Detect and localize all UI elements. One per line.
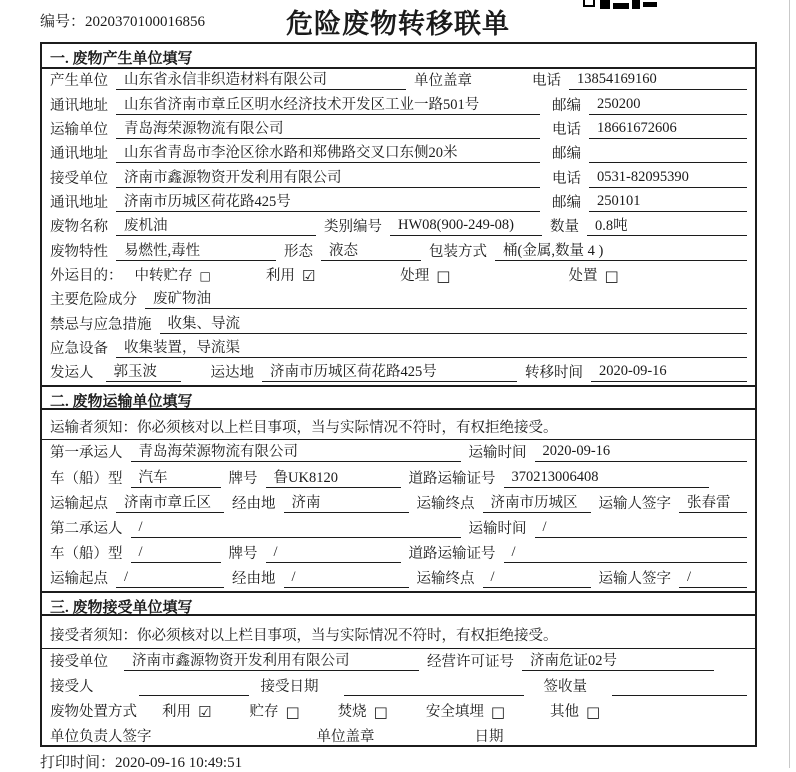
form-row-transporter-address	[42, 142, 755, 166]
form-row-emergency-equipment	[42, 337, 755, 361]
address-label: 通讯地址	[50, 146, 108, 163]
producer-zip-value: 250200	[589, 96, 747, 115]
category-label: 类别编号	[324, 219, 382, 236]
serial-value: 2020370100016856	[85, 14, 206, 30]
disposal-option-landfill	[426, 700, 505, 721]
qr-block	[643, 2, 657, 7]
option-label: 利用	[162, 704, 191, 721]
option-label: 贮存	[249, 704, 279, 721]
form-row-carrier1	[42, 440, 755, 465]
transport-time-label: 运输时间	[468, 521, 527, 538]
disposal-option-other	[550, 700, 600, 721]
option-label: 中转贮存	[134, 267, 193, 284]
disposal-option-store	[249, 700, 299, 721]
acceptor-value	[139, 677, 249, 696]
accept-unit-value: 济南市鑫源物资开发利用有限公司	[124, 649, 419, 671]
form-row-disposal	[42, 699, 755, 724]
section3-notice: 接受者须知：你必须核对以上栏目事项，当与实际情况不符时，有权拒绝接受。	[42, 616, 755, 649]
checkbox-checked-icon: ☑	[198, 703, 212, 722]
equipment-value: 收集装置，导流渠	[116, 336, 747, 358]
endpoint2-value: /	[483, 569, 591, 588]
checkbox-icon: □	[436, 266, 451, 285]
form-row-hazard	[42, 288, 755, 312]
form-state-label: 形态	[284, 243, 313, 260]
section2-notice: 运输者须知：你必须核对以上栏目事项，当与实际情况不符时，有权拒绝接受。	[42, 410, 755, 440]
phone-label: 电话	[552, 170, 581, 187]
manifest-form	[40, 42, 757, 747]
carrier2-value: /	[131, 519, 461, 538]
receiver-label: 接受单位	[50, 170, 108, 187]
purpose-option-dispose	[568, 264, 618, 285]
option-label: 处置	[568, 267, 598, 284]
hazard-value: 废矿物油	[145, 287, 747, 309]
waste-name-value: 废机油	[116, 214, 316, 236]
accept-unit-label: 接受单位	[50, 654, 108, 671]
packing-label: 包装方式	[429, 243, 487, 260]
carrier-sign-label: 运输人签字	[598, 571, 671, 588]
carrier1-value: 青岛海荣源物流有限公司	[131, 440, 461, 462]
hazard-label: 主要危险成分	[50, 292, 137, 309]
disposal-label: 废物处置方式	[50, 704, 137, 721]
page-title: 危险废物转移联单	[286, 9, 510, 39]
acceptor-label: 接受人	[50, 679, 94, 696]
print-time-value: 2020-09-16 10:49:51	[115, 755, 243, 771]
disposal-option-incinerate	[338, 700, 388, 721]
receiver-address-value: 济南市历城区荷花路425号	[116, 190, 540, 212]
carrier-sign-label: 运输人签字	[598, 495, 671, 512]
accept-date-value	[344, 677, 524, 696]
via-label: 经由地	[232, 495, 276, 512]
purpose-option-treat	[400, 264, 450, 285]
address-label: 通讯地址	[50, 97, 108, 114]
via1-value: 济南	[284, 491, 409, 513]
checkbox-icon: □	[285, 703, 300, 722]
print-time-label: 打印时间：	[40, 755, 116, 771]
character-label: 废物特性	[50, 243, 108, 260]
purpose-label: 外运目的：	[50, 267, 123, 284]
form-row-vehicle1	[42, 465, 755, 490]
option-label: 其他	[550, 704, 580, 721]
form-row-carrier2	[42, 516, 755, 541]
plate-label: 牌号	[228, 546, 258, 563]
transport-time-label: 运输时间	[468, 445, 527, 462]
transporter-phone-value: 18661672606	[589, 120, 747, 139]
unit-seal-label: 单位盖章	[316, 729, 375, 746]
transport-time1-value: 2020-09-16	[535, 443, 748, 462]
form-row-transporter	[42, 118, 755, 142]
head-sign-label: 单位负责人签字	[50, 729, 152, 746]
section2-header: 二. 废物运输单位填写	[42, 385, 755, 410]
checkbox-icon: □	[604, 266, 619, 285]
checkbox-icon: □	[490, 703, 506, 722]
road-permit-label: 道路运输证号	[408, 470, 496, 487]
form-row-receiver	[42, 166, 755, 190]
form-row-acceptor	[42, 674, 755, 699]
transporter-label: 运输单位	[50, 121, 108, 138]
quantity-value: 0.8吨	[587, 214, 747, 236]
form-row-head-sign	[42, 724, 755, 749]
transporter-value: 青岛海荣源物流有限公司	[116, 117, 540, 139]
purpose-option-utilize	[266, 264, 315, 285]
form-state-value: 液态	[321, 239, 421, 261]
road-permit2-value: /	[504, 544, 748, 563]
qr-block	[632, 0, 640, 9]
checkbox-icon: □	[199, 268, 211, 283]
checkbox-icon: □	[373, 703, 388, 722]
print-time-line	[40, 751, 242, 772]
phone-label: 电话	[532, 73, 561, 90]
checkbox-checked-icon: ☑	[301, 266, 316, 285]
carrier1-label: 第一承运人	[50, 445, 123, 462]
vehicle-type1-value: 汽车	[131, 466, 221, 488]
date-value	[524, 727, 748, 746]
producer-address-value: 山东省济南市章丘区明水经济技术开发区工业一路501号	[116, 93, 540, 115]
road-permit-label: 道路运输证号	[408, 546, 496, 563]
taboo-value: 收集、导流	[160, 312, 748, 334]
accept-date-label: 接受日期	[260, 679, 319, 696]
consignor-value: 郭玉波	[106, 360, 181, 382]
form-row-producer	[42, 69, 755, 93]
received-qty-label: 签收量	[543, 679, 587, 696]
via-label: 经由地	[232, 571, 276, 588]
transporter-address-value: 山东省青岛市李沧区徐水路和郑佛路交叉口东侧20米	[116, 141, 540, 163]
origin2-value: /	[116, 569, 224, 588]
license-label: 经营许可证号	[427, 654, 514, 671]
disposal-option-utilize	[162, 700, 211, 721]
form-row-purpose	[42, 264, 755, 288]
via2-value: /	[284, 569, 409, 588]
option-label: 处理	[400, 267, 430, 284]
date-label: 日期	[474, 729, 504, 746]
form-row-route2	[42, 566, 755, 591]
producer-phone-value: 13854169160	[569, 71, 747, 90]
address-label: 通讯地址	[50, 194, 108, 211]
producer-label: 产生单位	[50, 73, 108, 90]
qr-code-fragment	[583, 0, 661, 9]
license-value: 济南危证02号	[522, 649, 714, 671]
option-label: 安全填埋	[425, 704, 484, 721]
producer-value: 山东省永信非织造材料有限公司	[116, 68, 406, 90]
destination-value: 济南市历城区荷花路425号	[262, 360, 517, 382]
transfer-time-label: 转移时间	[525, 365, 583, 382]
transporter-zip-value	[589, 144, 747, 163]
vehicle-type-label: 车（船）型	[50, 546, 123, 563]
zip-label: 邮编	[552, 97, 581, 114]
qr-block	[600, 0, 610, 9]
form-row-waste-character	[42, 239, 755, 263]
carrier2-label: 第二承运人	[50, 521, 123, 538]
endpoint1-value: 济南市历城区	[483, 491, 591, 513]
zip-label: 邮编	[552, 146, 581, 163]
transfer-time-value: 2020-09-16	[591, 363, 747, 382]
origin-label: 运输起点	[50, 571, 108, 588]
option-label: 利用	[265, 267, 295, 284]
plate1-value: 鲁UK8120	[266, 466, 401, 488]
plate-label: 牌号	[228, 470, 258, 487]
plate2-value: /	[266, 544, 401, 563]
option-label: 焚烧	[337, 704, 367, 721]
transport-time2-value: /	[535, 519, 748, 538]
form-row-consignor	[42, 361, 755, 385]
endpoint-label: 运输终点	[416, 495, 475, 512]
waste-name-label: 废物名称	[50, 219, 108, 236]
checkbox-icon: □	[586, 703, 601, 722]
receiver-zip-value: 250101	[589, 193, 747, 212]
unit-seal-label: 单位盖章	[414, 73, 472, 90]
road-permit1-value: 370213006408	[504, 469, 709, 488]
form-row-receiver-address	[42, 191, 755, 215]
carrier-sign2-value: /	[679, 569, 747, 588]
section1-header: 一. 废物产生单位填写	[42, 44, 755, 69]
form-row-taboo	[42, 312, 755, 336]
carrier-sign1-value: 张春雷	[679, 491, 747, 513]
serial-label: 编号：	[40, 14, 86, 30]
category-value: HW08(900-249-08)	[390, 217, 542, 236]
receiver-value: 济南市鑫源物资开发利用有限公司	[116, 166, 540, 188]
origin1-value: 济南市章丘区	[116, 491, 224, 513]
section3-header: 三. 废物接受单位填写	[42, 591, 755, 616]
form-row-vehicle2	[42, 541, 755, 566]
receiver-phone-value: 0531-82095390	[589, 169, 747, 188]
vehicle-type-label: 车（船）型	[50, 470, 123, 487]
origin-label: 运输起点	[50, 495, 108, 512]
packing-value: 桶(金属,数量 4 )	[495, 239, 747, 261]
form-row-route1	[42, 491, 755, 516]
received-qty-value	[612, 677, 747, 696]
phone-label: 电话	[552, 121, 581, 138]
quantity-label: 数量	[550, 219, 579, 236]
purpose-option-transfer-storage	[135, 264, 211, 285]
scan-page-edge	[789, 0, 790, 768]
form-row-accept-unit	[42, 649, 755, 674]
equipment-label: 应急设备	[50, 340, 108, 357]
form-row-producer-address	[42, 93, 755, 117]
form-row-waste-name	[42, 215, 755, 239]
vehicle-type2-value: /	[131, 544, 221, 563]
qr-square-glyph	[583, 0, 595, 7]
destination-label: 运达地	[210, 365, 254, 382]
consignor-label: 发运人	[50, 365, 94, 382]
head-sign-value	[182, 727, 297, 746]
endpoint-label: 运输终点	[416, 571, 475, 588]
taboo-label: 禁忌与应急措施	[50, 316, 152, 333]
zip-label: 邮编	[552, 194, 581, 211]
character-value: 易燃性,毒性	[116, 239, 276, 261]
qr-block	[613, 3, 629, 9]
